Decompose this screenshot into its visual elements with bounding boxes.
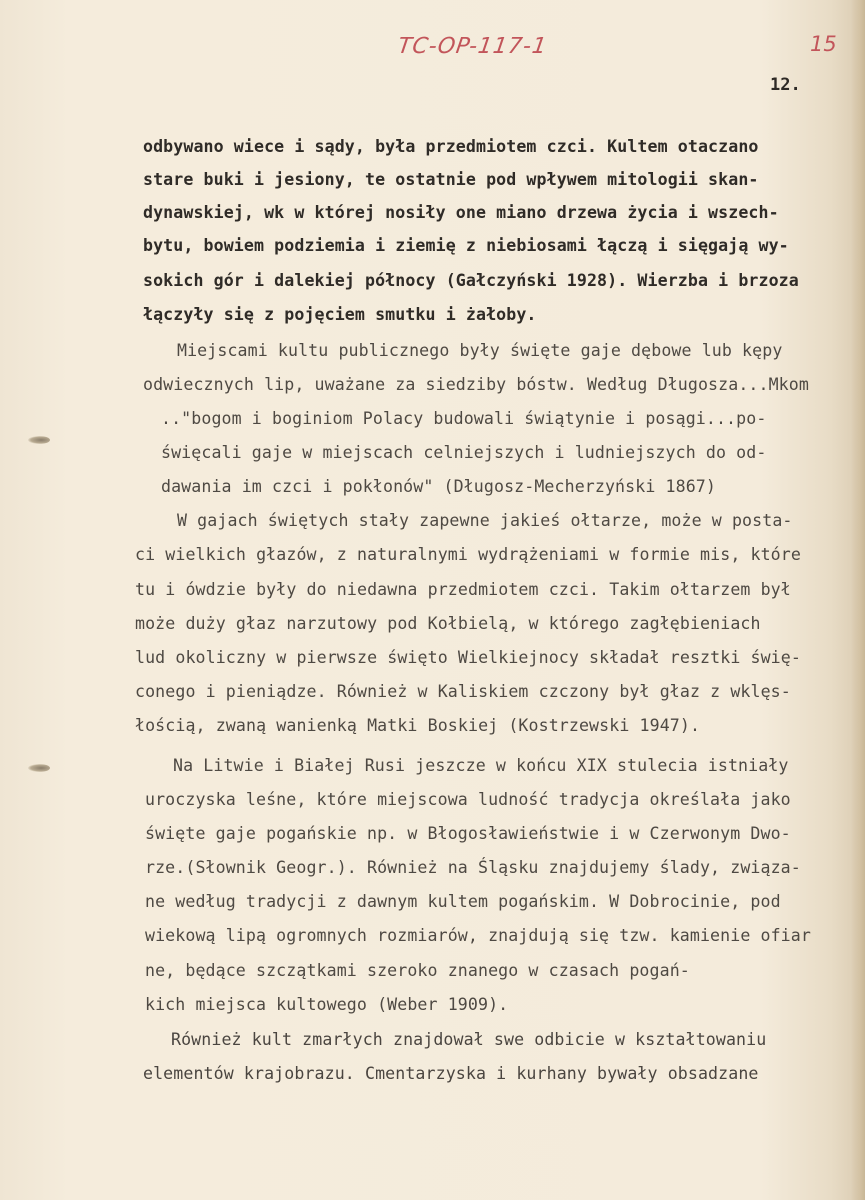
text-line: ci wielkich głazów, z naturalnymi wydrążeniami w formie mis, które xyxy=(135,545,801,564)
text-line: święte gaje pogańskie np. w Błogosławieństwie i w Czerwonym Dwo- xyxy=(145,824,791,843)
binding-hole xyxy=(28,764,50,772)
text-line: Miejscami kultu publicznego były święte gaje dębowe lub kępy xyxy=(177,341,783,360)
text-line: odwiecznych lip, uważane za siedziby bóstw. Według Długosza...Mkom xyxy=(143,375,809,394)
text-line: rze.(Słownik Geogr.). Również na Śląsku znajdujemy ślady, związa- xyxy=(145,858,801,877)
text-line: Również kult zmarłych znajdował swe odbicie w kształtowaniu xyxy=(171,1030,767,1049)
text-line: wiekową lipą ogromnych rozmiarów, znajdują się tzw. kamienie ofiar xyxy=(145,926,811,945)
text-line: Na Litwie i Białej Rusi jeszcze w końcu XIX stulecia istniały xyxy=(173,756,789,775)
binding-hole xyxy=(28,436,50,444)
text-line: sokich gór i dalekiej północy (Gałczyński 1928). Wierzba i brzoza xyxy=(143,271,799,290)
page-number: 12. xyxy=(770,75,801,95)
text-line: elementów krajobrazu. Cmentarzyska i kurhany bywały obsadzane xyxy=(143,1064,759,1083)
text-line: lud okoliczny w pierwsze święto Wielkiejnocy składał resztki świę- xyxy=(135,648,801,667)
text-line: ne według tradycji z dawnym kultem pogańskim. W Dobrocinie, pod xyxy=(145,892,781,911)
text-line: święcali gaje w miejscach celniejszych i ludniejszych do od- xyxy=(161,443,767,462)
archive-code-stamp: TC-OP-117-1 xyxy=(396,34,549,59)
folio-number: 15 xyxy=(810,32,837,56)
page-edge-shadow xyxy=(851,0,865,1200)
text-line: odbywano wiece i sądy, była przedmiotem czci. Kultem otaczano xyxy=(143,137,759,156)
text-line: ne, będące szczątkami szeroko znanego w czasach pogań- xyxy=(145,961,690,980)
text-line: kich miejsca kultowego (Weber 1909). xyxy=(145,995,509,1014)
text-line: może duży głaz narzutowy pod Kołbielą, w którego zagłębieniach xyxy=(135,614,761,633)
text-line: łączyły się z pojęciem smutku i żałoby. xyxy=(143,305,537,324)
text-line: dawania im czci i pokłonów" (Długosz-Mecherzyński 1867) xyxy=(161,477,716,496)
text-line: bytu, bowiem podziemia i ziemię z niebiosami łączą i sięgają wy- xyxy=(143,236,789,255)
text-line: stare buki i jesiony, te ostatnie pod wpływem mitologii skan- xyxy=(143,170,759,189)
text-line: conego i pieniądze. Również w Kaliskiem czczony był głaz z wklęs- xyxy=(135,682,791,701)
text-line: tu i ówdzie były do niedawna przedmiotem czci. Takim ołtarzem był xyxy=(135,580,791,599)
text-line: W gajach świętych stały zapewne jakieś ołtarze, może w posta- xyxy=(177,511,793,530)
text-line: łością, zwaną wanienką Matki Boskiej (Kostrzewski 1947). xyxy=(135,716,701,735)
text-line: dynawskiej, wk w której nosiły one miano drzewa życia i wszech- xyxy=(143,203,779,222)
text-line: uroczyska leśne, które miejscowa ludność tradycja określała jako xyxy=(145,790,791,809)
text-line: .."bogom i boginiom Polacy budowali świątynie i posągi...po- xyxy=(161,409,767,428)
